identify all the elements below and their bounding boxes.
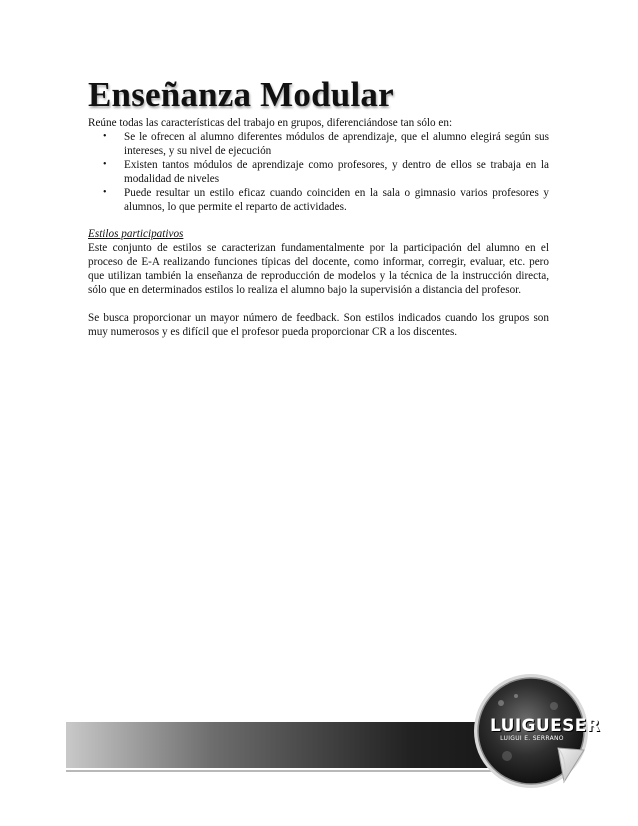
list-item bbox=[103, 158, 549, 186]
list-item-text: Puede resultar un estilo eficaz cuando coinciden en la sala o gimnasio varios profesores y alumnos, lo que permite el reparto de actividades. bbox=[124, 187, 549, 213]
document-content bbox=[88, 76, 549, 339]
list-item-text: Se le ofrecen al alumno diferentes módulos de aprendizaje, que el alumno elegirá según sus intereses, y su nivel de ejecución bbox=[124, 131, 549, 157]
page-title: Enseñanza Modular bbox=[88, 75, 394, 114]
intro-text: Reúne todas las características del trabajo en grupos, diferenciándose tan sólo en: bbox=[88, 117, 453, 129]
paragraph-feedback: Se busca proporcionar un mayor número de feedback. Son estilos indicados cuando los grupos son muy numerosos y es difícil que el profesor pueda proporcionar CR a los discentes. bbox=[88, 312, 549, 338]
bullet-icon: • bbox=[103, 131, 107, 142]
section-heading: Estilos participativos bbox=[88, 228, 184, 240]
list-item bbox=[103, 186, 549, 214]
list-item bbox=[103, 130, 549, 158]
bullet-icon: • bbox=[103, 187, 107, 198]
list-item-text: Existen tantos módulos de aprendizaje como profesores, y dentro de ellos se trabaja en la modalidad de niveles bbox=[124, 159, 549, 185]
bullet-icon: • bbox=[103, 159, 107, 170]
paragraph-spacer bbox=[88, 297, 549, 311]
paragraph-participativos: Este conjunto de estilos se caracterizan fundamentalmente por la participación del alumno en el proceso de E-A realizando funciones típicas del docente, como informar, corregir, evaluar, etc. pero que utilizan también la enseñanza de reproducción de modelos y la técnica de la instrucción directa, sólo que en determinados estilos lo realiza el alumno bajo la supervisión a distancia del profesor. bbox=[88, 242, 549, 296]
logo-subtext: LUIGUI E. SERRANO bbox=[500, 735, 564, 742]
feature-list bbox=[88, 130, 549, 214]
logo-text: LUIGUESER bbox=[490, 716, 601, 736]
